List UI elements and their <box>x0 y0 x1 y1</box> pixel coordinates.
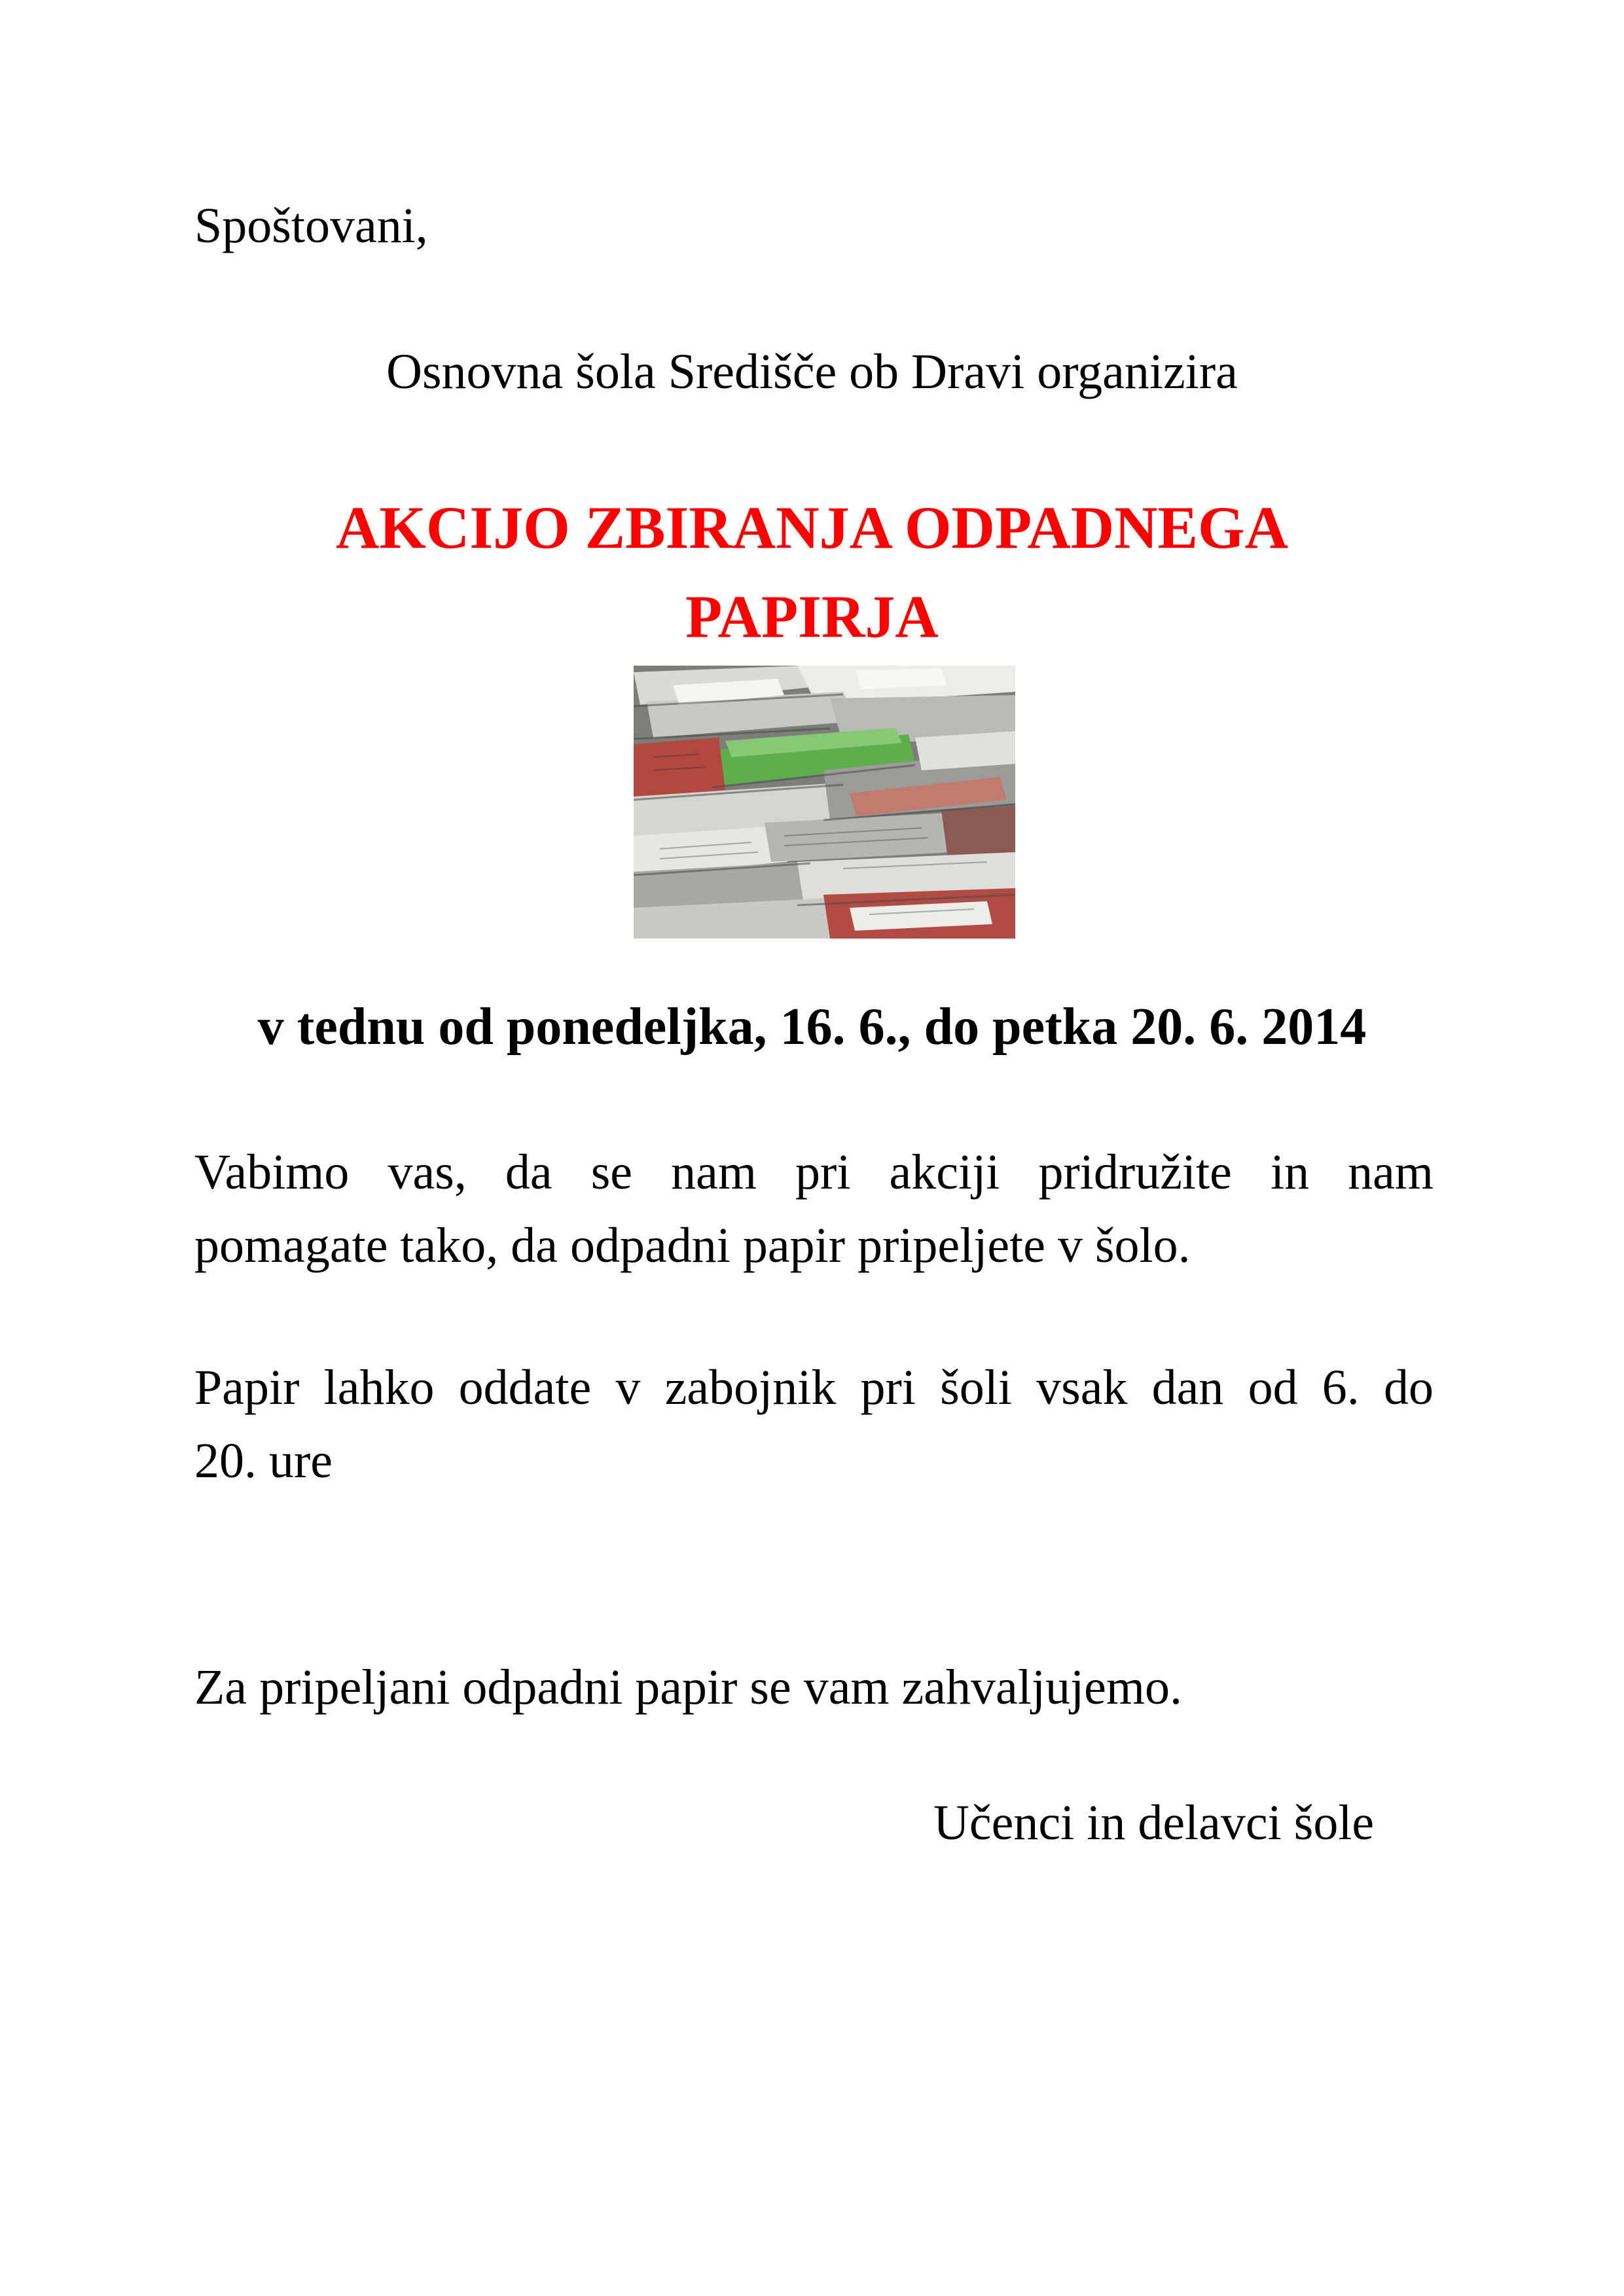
headline-line-2: PAPIRJA <box>685 583 939 650</box>
invitation-paragraph <box>194 1136 1434 1282</box>
headline-line-1: AKCIJO ZBIRANJA ODPADNEGA <box>335 494 1289 561</box>
drop-off-line-2: 20. ure <box>194 1433 333 1488</box>
invitation-line-2: pomagate tako, da odpadni papir pripeljete v šolo. <box>194 1218 1191 1273</box>
greeting: Spoštovani, <box>194 198 428 253</box>
signature: Učenci in delavci šole <box>933 1795 1375 1850</box>
headline <box>0 483 1624 661</box>
invitation-line-1: Vabimo vas, da se nam pri akciji pridružite in nam <box>194 1145 1434 1200</box>
intro-line: Osnovna šola Središče ob Dravi organizira <box>386 344 1238 399</box>
newspaper-stack-illustration <box>634 666 1015 939</box>
drop-off-line-1: Papir lahko oddate v zabojnik pri šoli vsak dan od 6. do <box>194 1360 1434 1415</box>
collection-dates: v tednu od ponedeljka, 16. 6., do petka 20. 6. 2014 <box>257 998 1367 1056</box>
drop-off-paragraph <box>194 1351 1434 1498</box>
newspaper-stack-image <box>634 666 1015 939</box>
thanks-line: Za pripeljani odpadni papir se vam zahvaljujemo. <box>194 1660 1182 1715</box>
